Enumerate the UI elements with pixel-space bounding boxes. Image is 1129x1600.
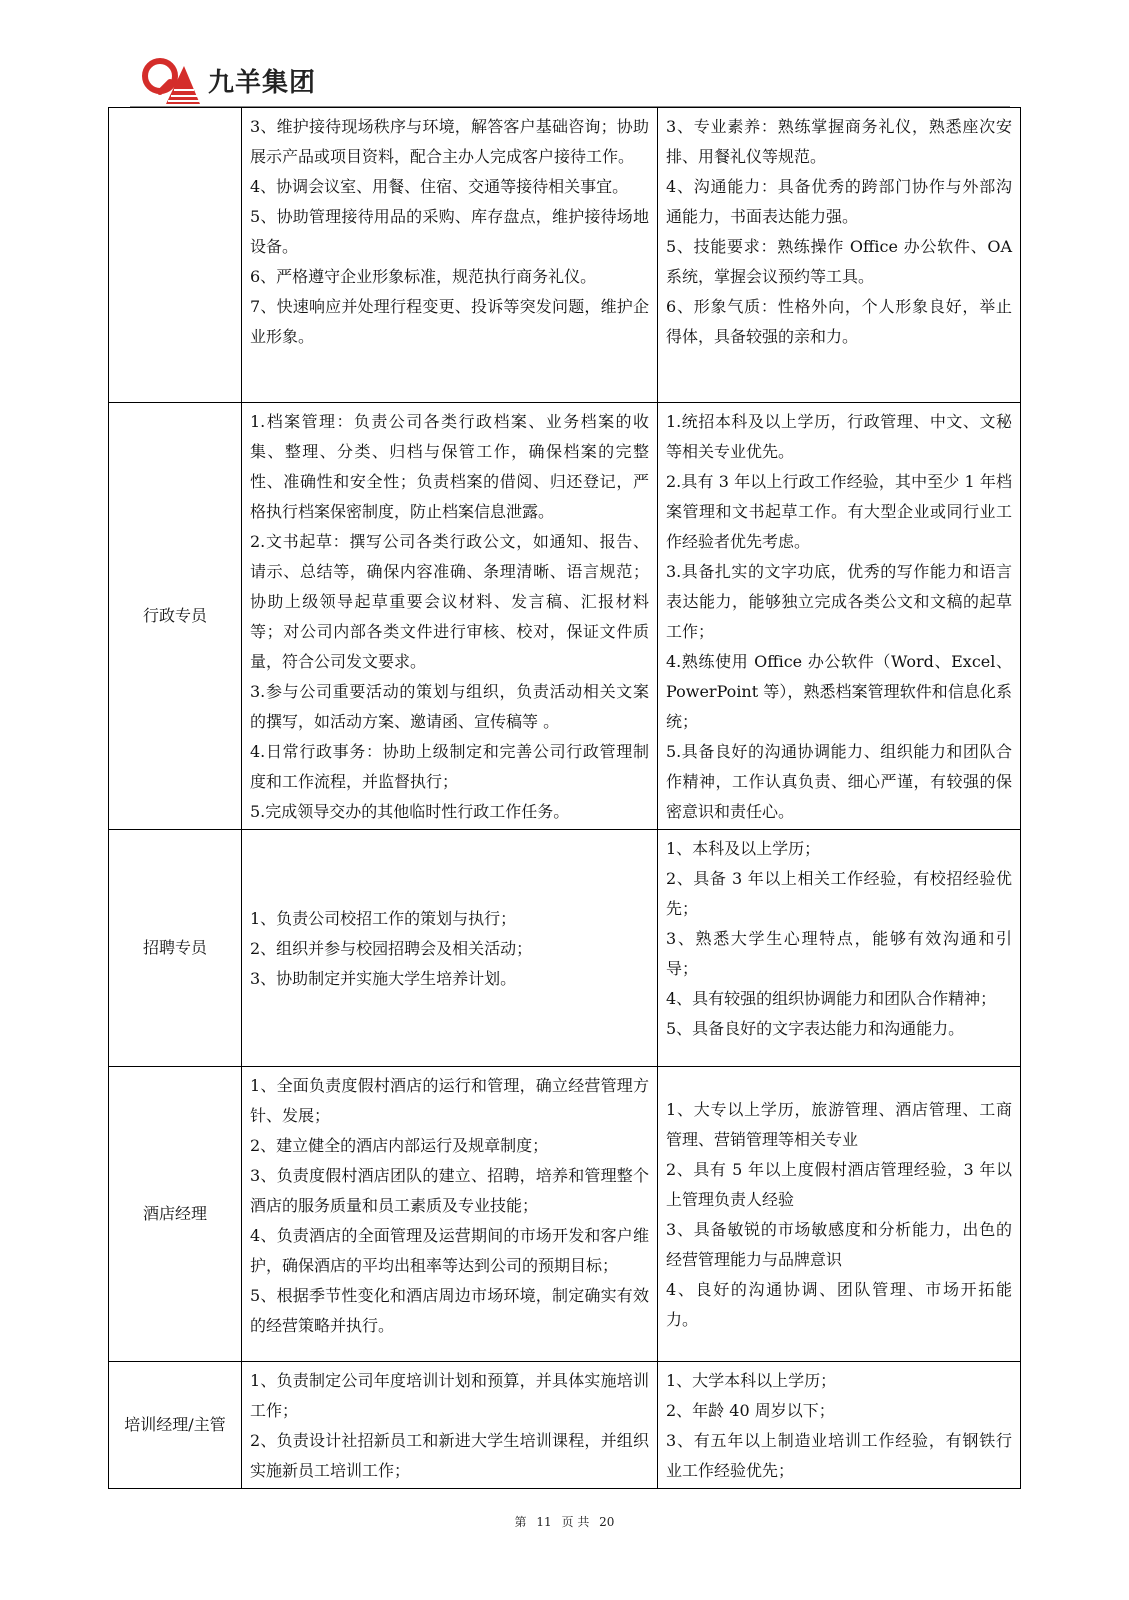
job-title-cell: 招聘专员 (109, 830, 242, 1067)
job-title-cell: 行政专员 (109, 403, 242, 830)
duty-item: 6、严格遵守企业形象标准，规范执行商务礼仪。 (250, 267, 597, 286)
requirement-item: 4.熟练使用 Office 办公软件（Word、Excel、PowerPoint 等），熟悉档案管理软件和信息化系统； (666, 652, 1012, 731)
table-row (109, 403, 1021, 830)
duty-item: 3、维护接待现场秩序与环境，解答客户基础咨询；协助展示产品或项目资料，配合主办人完成客户接待工作。 (250, 117, 649, 166)
duty-item: 1、全面负责度假村酒店的运行和管理，确立经营管理方针、发展； (250, 1076, 649, 1125)
requirement-item: 3、熟悉大学生心理特点，能够有效沟通和引导； (666, 929, 1012, 978)
duties-cell (242, 403, 658, 830)
duty-item: 4.日常行政事务：协助上级制定和完善公司行政管理制度和工作流程，并监督执行； (250, 742, 649, 791)
page-footer (0, 1513, 1129, 1530)
table-row (109, 1067, 1021, 1362)
duty-item: 1.档案管理：负责公司各类行政档案、业务档案的收集、整理、分类、归档与保管工作，确保档案的完整性、准确性和安全性；负责档案的借阅、归还登记，严格执行档案保密制度，防止档案信息泄露。 (250, 412, 649, 521)
requirement-item: 2、具有 5 年以上度假村酒店管理经验，3 年以上管理负责人经验 (666, 1160, 1012, 1209)
requirements-cell (658, 1067, 1021, 1362)
page-footer-mid: 页 共 (561, 1515, 590, 1529)
table-row (109, 108, 1021, 403)
table-row (109, 830, 1021, 1067)
duty-item: 3.参与公司重要活动的策划与组织，负责活动相关文案的撰写，如活动方案、邀请函、宣传稿等 。 (250, 682, 649, 731)
requirement-item: 1、大专以上学历，旅游管理、酒店管理、工商管理、营销管理等相关专业 (666, 1100, 1012, 1149)
duty-item: 7、快速响应并处理行程变更、投诉等突发问题，维护企业形象。 (250, 297, 649, 346)
duty-item: 3、负责度假村酒店团队的建立、招聘，培养和管理整个酒店的服务质量和员工素质及专业技能； (250, 1166, 649, 1215)
requirements-cell (658, 1362, 1021, 1489)
duty-item: 5、根据季节性变化和酒店周边市场环境，制定确实有效的经营策略并执行。 (250, 1286, 649, 1335)
requirement-item: 5、技能要求：熟练操作 Office 办公软件、OA 系统，掌握会议预约等工具。 (666, 237, 1012, 286)
requirement-item: 4、具有较强的组织协调能力和团队合作精神； (666, 989, 997, 1008)
duty-item: 1、负责制定公司年度培训计划和预算，并具体实施培训工作； (250, 1371, 649, 1420)
total-page-count: 20 (599, 1515, 615, 1529)
requirement-item: 2、年龄 40 周岁以下； (666, 1401, 835, 1420)
duty-item: 5.完成领导交办的其他临时性行政工作任务。 (250, 802, 570, 821)
job-title-cell (109, 108, 242, 403)
duty-item: 2、负责设计社招新员工和新进大学生培训课程，并组织实施新员工培训工作； (250, 1431, 649, 1480)
requirement-item: 1、大学本科以上学历； (666, 1371, 837, 1390)
duty-item: 4、协调会议室、用餐、住宿、交通等接待相关事宜。 (250, 177, 629, 196)
requirement-item: 2、具备 3 年以上相关工作经验，有校招经验优先； (666, 869, 1012, 918)
requirement-item: 3、专业素养：熟练掌握商务礼仪，熟悉座次安排、用餐礼仪等规范。 (666, 117, 1012, 166)
requirement-item: 4、沟通能力：具备优秀的跨部门协作与外部沟通能力，书面表达能力强。 (666, 177, 1012, 226)
requirement-item: 4、良好的沟通协调、团队管理、市场开拓能力。 (666, 1280, 1012, 1329)
requirement-item: 3、具备敏锐的市场敏感度和分析能力，出色的经营管理能力与品牌意识 (666, 1220, 1012, 1269)
duties-cell (242, 830, 658, 1067)
job-title-cell: 酒店经理 (109, 1067, 242, 1362)
duty-item: 1、负责公司校招工作的策划与执行； (250, 909, 517, 928)
table-row (109, 1362, 1021, 1489)
requirement-item: 1.统招本科及以上学历，行政管理、中文、文秘等相关专业优先。 (666, 412, 1012, 461)
job-title-cell: 培训经理/主管 (109, 1362, 242, 1489)
page-header (130, 50, 1010, 108)
duty-item: 2、组织并参与校园招聘会及相关活动； (250, 939, 533, 958)
requirement-item: 5、具备良好的文字表达能力和沟通能力。 (666, 1019, 965, 1038)
requirements-cell (658, 830, 1021, 1067)
requirements-cell (658, 108, 1021, 403)
company-logo-icon (140, 56, 202, 106)
requirement-item: 6、形象气质：性格外向，个人形象良好，举止得体，具备较强的亲和力。 (666, 297, 1012, 346)
duties-cell (242, 1362, 658, 1489)
page-footer-prefix: 第 (514, 1515, 527, 1529)
duties-cell (242, 1067, 658, 1362)
duty-item: 2.文书起草：撰写公司各类行政公文，如通知、报告、请示、总结等，确保内容准确、条理清晰、语言规范；协助上级领导起草重要会议材料、发言稿、汇报材料等；对公司内部各类文件进行审核、校对，保证文件质量，符合公司发文要求。 (250, 532, 649, 671)
duty-item: 5、协助管理接待用品的采购、库存盘点，维护接待场地设备。 (250, 207, 649, 256)
requirements-cell (658, 403, 1021, 830)
requirement-item: 1、本科及以上学历； (666, 839, 821, 858)
job-table (108, 107, 1021, 1489)
duty-item: 2、建立健全的酒店内部运行及规章制度； (250, 1136, 549, 1155)
requirement-item: 2.具有 3 年以上行政工作经验，其中至少 1 年档案管理和文书起草工作。有大型企业或同行业工作经验者优先考虑。 (666, 472, 1012, 551)
duty-item: 4、负责酒店的全面管理及运营期间的市场开发和客户维护，确保酒店的平均出租率等达到公司的预期目标； (250, 1226, 649, 1275)
duty-item: 3、协助制定并实施大学生培养计划。 (250, 969, 517, 988)
current-page-number: 11 (536, 1515, 552, 1529)
requirement-item: 5.具备良好的沟通协调能力、组织能力和团队合作精神，工作认真负责、细心严谨，有较强的保密意识和责任心。 (666, 742, 1012, 821)
requirement-item: 3.具备扎实的文字功底，优秀的写作能力和语言表达能力，能够独立完成各类公文和文稿的起草工作； (666, 562, 1012, 641)
company-name: 九羊集团 (208, 68, 317, 98)
duties-cell (242, 108, 658, 403)
requirement-item: 3、有五年以上制造业培训工作经验，有钢铁行业工作经验优先； (666, 1431, 1012, 1480)
